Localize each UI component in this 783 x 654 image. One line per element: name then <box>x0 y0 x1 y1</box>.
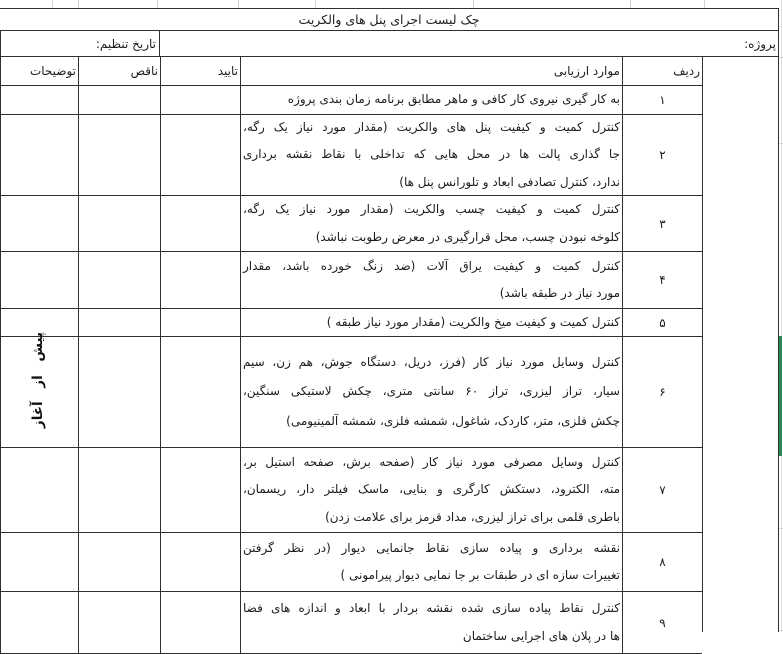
table-row <box>0 252 702 309</box>
header-approved: تایید <box>160 57 240 85</box>
row-number: ۶ <box>659 385 666 399</box>
approved-cell[interactable] <box>160 448 240 532</box>
phase-label-wrap <box>0 300 77 460</box>
gridline-tick <box>315 0 316 8</box>
table-row <box>0 86 702 115</box>
row-number: ۷ <box>659 483 666 497</box>
row-number: ۴ <box>659 273 666 287</box>
evaluation-item-line: کنترل کمیت و کیفیت یراق آلات (ضد زنگ خورده باشد، مقدار <box>243 258 620 273</box>
table-row <box>0 448 702 533</box>
row-number: ۱ <box>659 93 666 107</box>
notes-cell[interactable] <box>0 592 78 653</box>
margin-gridline-tick <box>779 57 783 58</box>
row-number-cell <box>622 252 702 308</box>
gridline-tick <box>78 0 79 8</box>
table-row <box>0 533 702 592</box>
evaluation-item-line: چکش فلزی، متر، کاردک، شاغول، شمشه فلزی، شمشه آلمینیومی) <box>286 413 620 428</box>
evaluation-item-line: سیار، تراز لیزری، تراز ۶۰ سانتی متری، چکش لاستیکی سنگین، <box>243 384 620 399</box>
evaluation-item-line: نقشه برداری و پیاده سازی نقاط جانمایی دیوار (در نظر گرفتن <box>243 540 620 555</box>
evaluation-item-line: باطری قلمی برای تراز لیزری، مداد قرمز برای علامت زدن) <box>325 509 620 524</box>
evaluation-item-cell <box>240 115 622 195</box>
date-field[interactable] <box>0 31 160 56</box>
table-right-border <box>778 8 779 632</box>
table-row <box>0 115 702 196</box>
row-number-cell <box>622 337 702 447</box>
evaluation-item-line: کنترل نقاط پیاده سازی شده نقشه بردار با ابعاد و اندازه های فضا <box>243 601 620 616</box>
evaluation-item-cell <box>240 309 622 336</box>
gridline-tick <box>704 0 705 8</box>
approved-cell[interactable] <box>160 196 240 251</box>
table-body <box>0 86 702 654</box>
incomplete-cell[interactable] <box>78 252 160 308</box>
row-number-cell <box>622 196 702 251</box>
gridline-tick <box>157 0 158 8</box>
evaluation-item-cell <box>240 592 622 653</box>
table-row <box>0 309 702 337</box>
evaluation-item-line: جا گذاری پالت ها در محل هایی که تداخلی با نقاط نقشه برداری <box>243 147 620 162</box>
row-number: ۸ <box>659 555 666 569</box>
incomplete-cell[interactable] <box>78 115 160 195</box>
checklist-table <box>0 57 702 654</box>
evaluation-item-line: به کار گیری نیروی کار کافی و ماهر مطابق برنامه زمان بندی پروژه <box>287 92 620 107</box>
evaluation-item-cell <box>240 86 622 114</box>
evaluation-item-line: ندارد، کنترل تصادفی ابعاد و تلورانس پنل ها) <box>399 174 620 189</box>
evaluation-item-line: کنترل کمیت و کیفیت پنل های والکریت (مقدار مورد نیاز یک رگه، <box>243 120 620 135</box>
table-header-row <box>0 57 702 86</box>
evaluation-item-line: کنترل کمیت و کیفیت میخ والکریت (مقدار مورد نیاز طبقه ) <box>326 314 620 329</box>
evaluation-item-cell <box>240 337 622 447</box>
page-title: چک لیست اجرای پنل های والکریت <box>298 12 480 27</box>
row-number-cell <box>622 309 702 336</box>
approved-cell[interactable] <box>160 592 240 653</box>
notes-cell[interactable] <box>0 448 78 532</box>
approved-cell[interactable] <box>160 115 240 195</box>
row-number-cell <box>622 86 702 114</box>
margin-gridline-tick <box>779 143 783 144</box>
gridline-tick <box>473 0 474 8</box>
header-incomplete: ناقص <box>78 57 160 85</box>
project-field[interactable] <box>160 31 779 56</box>
incomplete-cell[interactable] <box>78 86 160 114</box>
row-number-cell <box>622 448 702 532</box>
sheet-margin-gridline <box>781 0 782 632</box>
approved-cell[interactable] <box>160 86 240 114</box>
evaluation-item-line: کنترل کمیت و کیفیت چسب والکریت (مقدار مورد نیاز یک رگه، <box>243 202 620 217</box>
project-label: پروژه: <box>744 36 776 51</box>
phase-column <box>702 57 779 632</box>
notes-cell[interactable] <box>0 196 78 251</box>
row-number-cell <box>622 592 702 653</box>
notes-cell[interactable] <box>0 115 78 195</box>
incomplete-cell[interactable] <box>78 533 160 591</box>
approved-cell[interactable] <box>160 533 240 591</box>
notes-cell[interactable] <box>0 86 78 114</box>
incomplete-cell[interactable] <box>78 448 160 532</box>
row-number: ۵ <box>659 315 666 330</box>
evaluation-item-cell <box>240 448 622 532</box>
evaluation-item-cell <box>240 196 622 251</box>
margin-gridline-tick <box>779 528 783 529</box>
table-row <box>0 337 702 448</box>
phase-label: پیش از آغاز <box>30 331 47 429</box>
incomplete-cell[interactable] <box>78 196 160 251</box>
row-number: ۲ <box>659 148 666 162</box>
row-number-cell <box>622 115 702 195</box>
gridline-tick <box>238 0 239 8</box>
gridline-tick <box>630 0 631 8</box>
evaluation-item-line: کلوخه نبودن چسب، محل قرارگیری در معرض رطوبت نباشد) <box>315 229 620 244</box>
evaluation-item-cell <box>240 252 622 308</box>
evaluation-item-line: مورد نیاز در طبقه باشد) <box>499 286 620 300</box>
row-number: ۳ <box>659 216 666 231</box>
evaluation-item-line: تغییرات سازه ای در طبقات بر جا نمایی دیوار پیرامونی ) <box>340 568 620 582</box>
selection-green-bar <box>779 336 782 456</box>
incomplete-cell[interactable] <box>78 592 160 653</box>
evaluation-item-line: ها در پلان های اجرایی ساختمان <box>462 628 620 643</box>
approved-cell[interactable] <box>160 337 240 447</box>
header-items: موارد ارزیابی <box>240 57 622 85</box>
table-row <box>0 592 702 654</box>
date-label: تاریخ تنظیم: <box>95 36 156 51</box>
row-number-cell <box>622 533 702 591</box>
incomplete-cell[interactable] <box>78 309 160 336</box>
header-row-number: ردیف <box>622 57 702 85</box>
table-row <box>0 196 702 252</box>
margin-gridline-tick <box>779 630 783 631</box>
incomplete-cell[interactable] <box>78 337 160 447</box>
approved-cell[interactable] <box>160 252 240 308</box>
header-notes: توضیحات <box>0 57 78 85</box>
notes-cell[interactable] <box>0 533 78 591</box>
evaluation-item-line: کنترل وسایل مصرفی مورد نیاز کار (صفحه برش، صفحه استیل بر، <box>243 455 620 470</box>
approved-cell[interactable] <box>160 309 240 336</box>
row-number: ۹ <box>659 615 666 630</box>
gridline-tick <box>52 0 53 8</box>
meta-row <box>0 31 779 57</box>
evaluation-item-line: مته، الکترود، دستکش کارگری و بنایی، ماسک فیلتر دار، ریسمان، <box>243 482 620 497</box>
title-row <box>0 8 779 31</box>
evaluation-item-line: کنترل وسایل مورد نیاز کار (فرز، دریل، دستگاه جوش، هم زن، سیم <box>243 354 620 369</box>
evaluation-item-cell <box>240 533 622 591</box>
